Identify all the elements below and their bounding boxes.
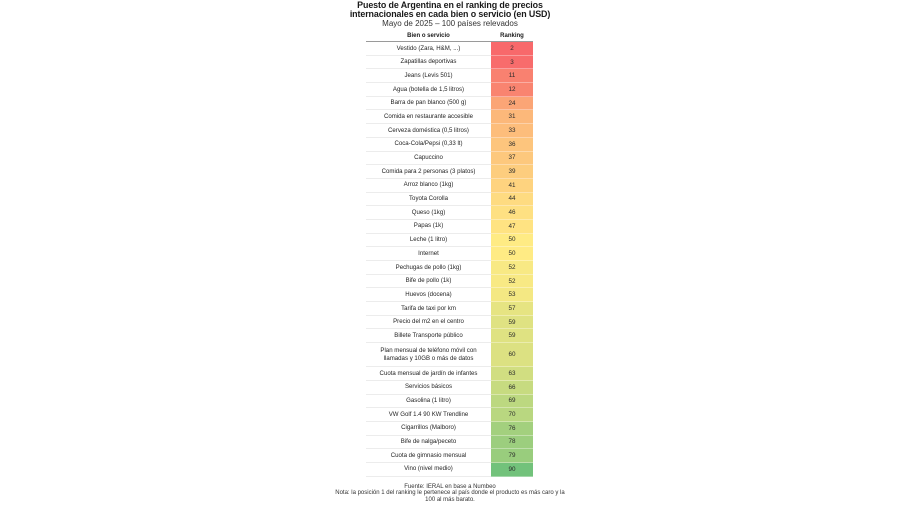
- item-label: Jeans (Levis 501): [366, 69, 491, 83]
- table-row: [366, 165, 533, 179]
- ranking-cell: 46: [491, 206, 533, 220]
- chart-footer: [250, 484, 650, 503]
- item-label: Internet: [366, 247, 491, 261]
- ranking-cell: 12: [491, 83, 533, 97]
- item-label: Queso (1kg): [366, 206, 491, 220]
- ranking-cell: 50: [491, 247, 533, 261]
- ranking-cell: 41: [491, 179, 533, 193]
- item-label: Coca-Cola/Pepsi (0,33 lt): [366, 138, 491, 152]
- ranking-cell: 11: [491, 69, 533, 83]
- ranking-cell: 78: [491, 436, 533, 450]
- table-row: [366, 206, 533, 220]
- item-label: VW Golf 1.4 90 KW Trendline: [366, 408, 491, 422]
- item-label: Billete Transporte público: [366, 329, 491, 343]
- item-label: Precio del m2 en el centro: [366, 316, 491, 330]
- ranking-cell: 53: [491, 288, 533, 302]
- table-row: [366, 302, 533, 316]
- item-label: Plan mensual de teléfono móvil con llamadas y 10GB o más de datos: [366, 343, 491, 367]
- ranking-cell: 36: [491, 138, 533, 152]
- ranking-cell: 66: [491, 381, 533, 395]
- item-label: Cigarrillos (Malboro): [366, 422, 491, 436]
- table-row: [366, 69, 533, 83]
- ranking-cell: 52: [491, 275, 533, 289]
- chart-subtitle: Mayo de 2025 – 100 países relevados: [382, 19, 518, 28]
- item-label: Agua (botella de 1,5 litros): [366, 83, 491, 97]
- ranking-cell: 69: [491, 395, 533, 409]
- table-row: [366, 449, 533, 463]
- ranking-cell: 3: [491, 56, 533, 70]
- table-row: [366, 152, 533, 166]
- ranking-cell: 59: [491, 329, 533, 343]
- ranking-cell: 70: [491, 408, 533, 422]
- ranking-cell: 90: [491, 463, 533, 477]
- table-body: [366, 42, 533, 477]
- ranking-cell: 31: [491, 110, 533, 124]
- item-label: Zapatillas deportivas: [366, 56, 491, 70]
- table-row: [366, 343, 533, 367]
- column-header-ranking: Ranking: [500, 33, 524, 39]
- item-label: Comida para 2 personas (3 platos): [366, 165, 491, 179]
- ranking-cell: 33: [491, 124, 533, 138]
- item-label: Bife de nalga/peceto: [366, 436, 491, 450]
- chart-header: [250, 1, 650, 28]
- item-label: Huevos (docena): [366, 288, 491, 302]
- ranking-table: [366, 31, 533, 477]
- item-label: Cerveza doméstica (0,5 litros): [366, 124, 491, 138]
- table-row: [366, 124, 533, 138]
- ranking-cell: 2: [491, 42, 533, 56]
- table-header: [366, 31, 533, 42]
- table-row: [366, 463, 533, 477]
- table-row: [366, 275, 533, 289]
- table-row: [366, 329, 533, 343]
- ranking-cell: 24: [491, 97, 533, 111]
- ranking-cell: 57: [491, 302, 533, 316]
- table-row: [366, 381, 533, 395]
- table-row: [366, 367, 533, 381]
- column-header-item: Bien o servicio: [407, 33, 450, 39]
- ranking-cell: 52: [491, 261, 533, 275]
- item-label: Tarifa de taxi por km: [366, 302, 491, 316]
- ranking-note: Nota: la posición 1 del ranking le pertenece al país donde el producto es más caro y la 100 al más barato.: [335, 490, 565, 503]
- table-row: [366, 436, 533, 450]
- table-row: [366, 422, 533, 436]
- table-row: [366, 97, 533, 111]
- table-row: [366, 247, 533, 261]
- item-label: Cuota mensual de jardín de infantes: [366, 367, 491, 381]
- item-label: Arroz blanco (1kg): [366, 179, 491, 193]
- table-row: [366, 234, 533, 248]
- table-row: [366, 408, 533, 422]
- table-row: [366, 193, 533, 207]
- table-row: [366, 138, 533, 152]
- table-row: [366, 56, 533, 70]
- table-row: [366, 261, 533, 275]
- table-row: [366, 395, 533, 409]
- ranking-cell: 47: [491, 220, 533, 234]
- ranking-cell: 37: [491, 152, 533, 166]
- item-label: Barra de pan blanco (500 g): [366, 97, 491, 111]
- ranking-cell: 60: [491, 343, 533, 367]
- ranking-cell: 39: [491, 165, 533, 179]
- chart-title: Puesto de Argentina en el ranking de precios internacionales en cada bien o servicio (en USD): [349, 0, 551, 19]
- table-row: [366, 288, 533, 302]
- table-row: [366, 110, 533, 124]
- item-label: Gasolina (1 litro): [366, 395, 491, 409]
- table-row: [366, 83, 533, 97]
- ranking-cell: 44: [491, 193, 533, 207]
- table-row: [366, 316, 533, 330]
- ranking-cell: 63: [491, 367, 533, 381]
- ranking-cell: 79: [491, 449, 533, 463]
- table-row: [366, 42, 533, 56]
- item-label: Bife de pollo (1k): [366, 275, 491, 289]
- item-label: Servicios básicos: [366, 381, 491, 395]
- item-label: Comida en restaurante accesible: [366, 110, 491, 124]
- ranking-cell: 59: [491, 316, 533, 330]
- table-row: [366, 220, 533, 234]
- ranking-cell: 76: [491, 422, 533, 436]
- item-label: Pechugas de pollo (1kg): [366, 261, 491, 275]
- item-label: Cuota de gimnasio mensual: [366, 449, 491, 463]
- ranking-cell: 50: [491, 234, 533, 248]
- item-label: Leche (1 litro): [366, 234, 491, 248]
- table-row: [366, 179, 533, 193]
- item-label: Vino (nivel medio): [366, 463, 491, 477]
- item-label: Capuccino: [366, 152, 491, 166]
- item-label: Vestido (Zara, H&M, ...): [366, 42, 491, 56]
- item-label: Papas (1k): [366, 220, 491, 234]
- source-note: Fuente: IERAL en base a Numbeo: [404, 484, 496, 490]
- item-label: Toyota Corolla: [366, 193, 491, 207]
